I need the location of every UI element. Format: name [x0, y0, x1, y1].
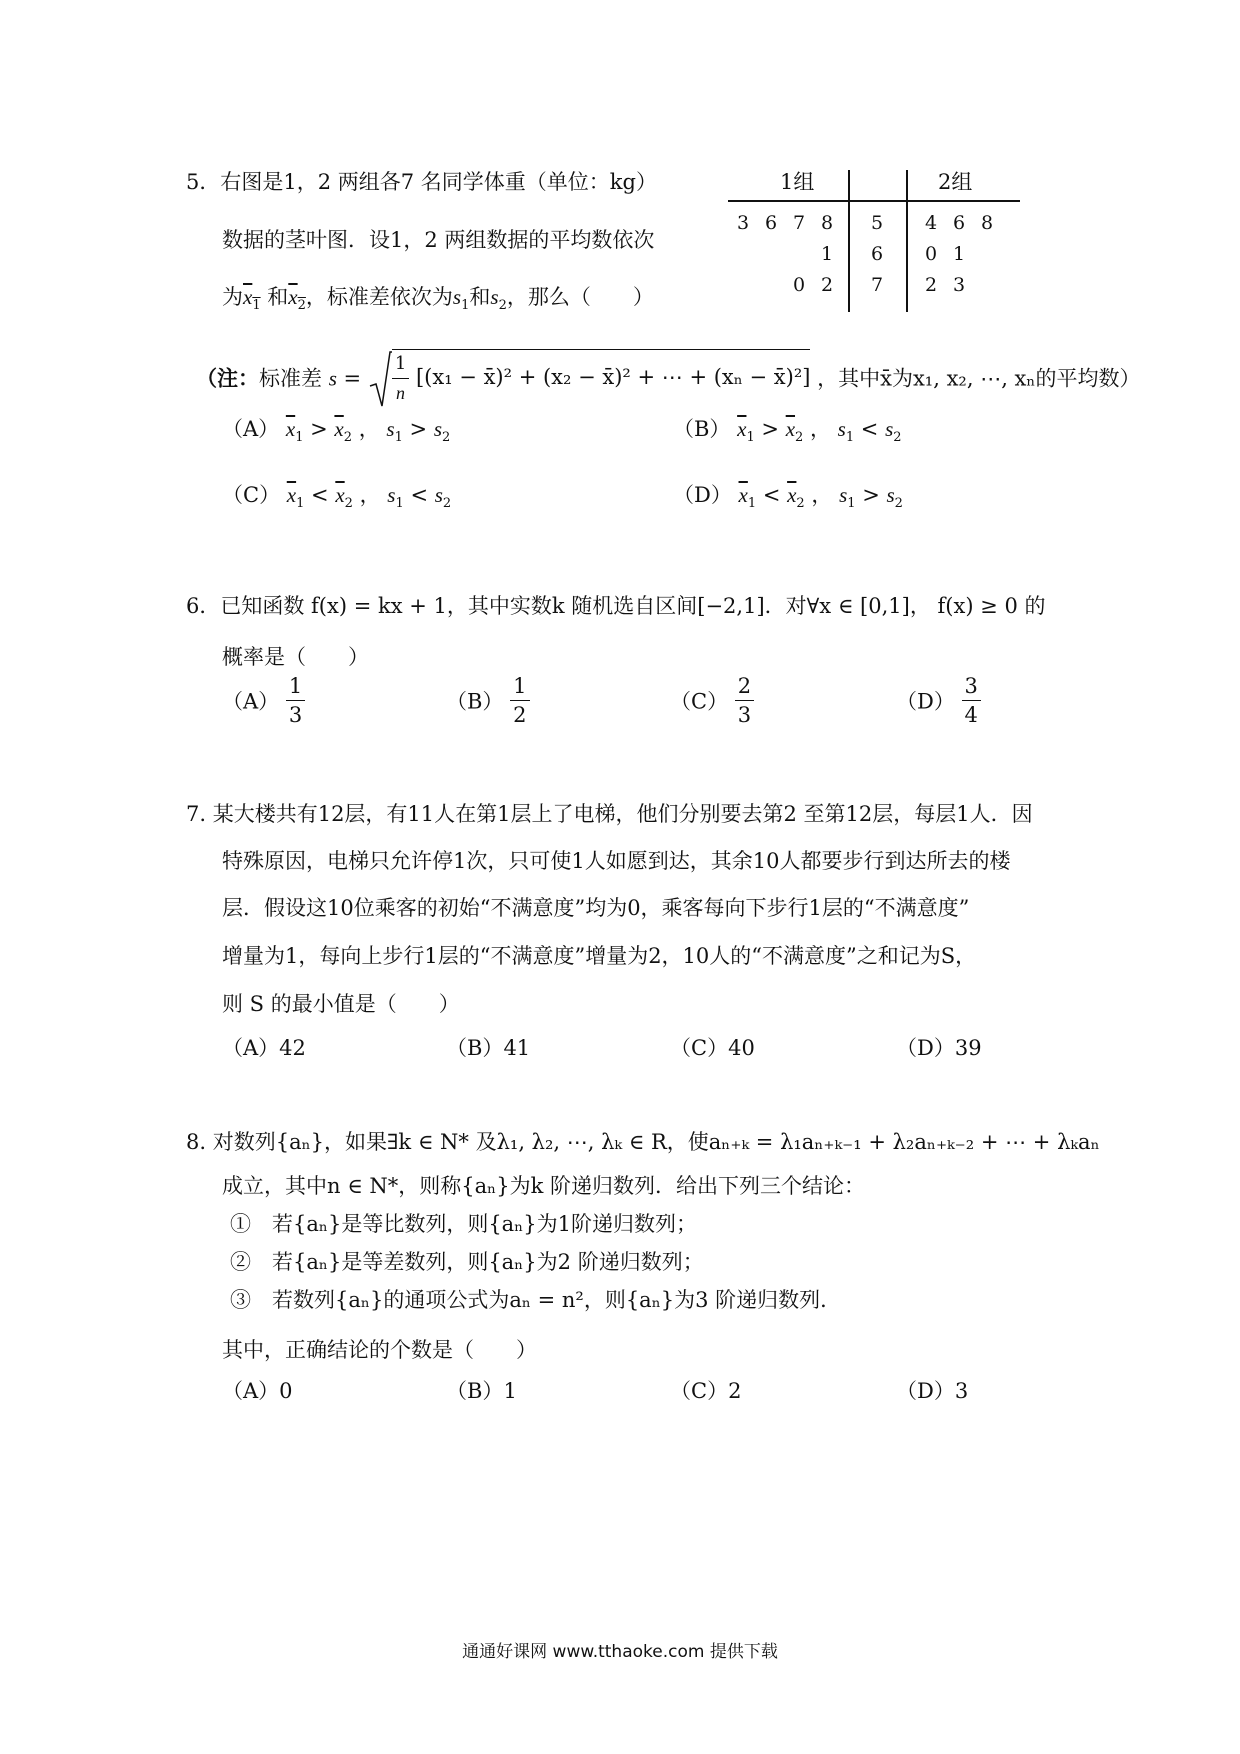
sqrt-icon	[368, 350, 392, 410]
q8-item3: ③ 若数列{aₙ}的通项公式为aₙ = n²，则{aₙ}为3 阶递归数列．	[230, 1288, 842, 1312]
stemleaf-leaf-right: 2	[924, 274, 938, 296]
stemleaf-leaf-right: 1	[952, 243, 966, 265]
q8-line2: 成立，其中n ∈ N*，则称{aₙ}为k 阶递归数列．给出下列三个结论：	[222, 1174, 866, 1198]
stemleaf-divider-horizontal	[728, 200, 1020, 202]
q5-option-a[interactable]: （A） $\overline{x}_1 > \overline{x}_2$ ， $s_1 > s_2$	[222, 417, 451, 446]
stemleaf-leaf-right: 4	[924, 212, 938, 234]
q8-option-b[interactable]: （B）1	[446, 1379, 517, 1403]
stemleaf-stem: 7	[870, 274, 884, 296]
q7-line1: 7. 某大楼共有12层，有11人在第1层上了电梯，他们分别要去第2 至第12层，每层1人．因	[186, 802, 1033, 826]
q5-line1: 5．右图是1，2 两组各7 名同学体重（单位：kg）	[186, 170, 657, 194]
q5-line2: 数据的茎叶图．设1，2 两组数据的平均数依次	[222, 228, 655, 252]
q8-item2: ② 若{aₙ}是等差数列，则{aₙ}为2 阶递归数列；	[230, 1250, 704, 1274]
stemleaf-header-right: 2组	[938, 170, 973, 194]
q8-line1: 8. 对数列{aₙ}，如果∃k ∈ N* 及λ₁, λ₂, ⋯, λₖ ∈ R，使aₙ₊ₖ = λ₁aₙ₊ₖ₋₁ + λ₂aₙ₊ₖ₋₂ + ⋯ + λₖaₙ	[186, 1130, 1100, 1154]
stemleaf-leaf-left: 7	[792, 212, 806, 234]
stemleaf-leaf-left: 2	[820, 274, 834, 296]
q7-line2: 特殊原因，电梯只允许停1次，只可使1人如愿到达，其余10人都要步行到达所去的楼	[222, 849, 1011, 873]
stemleaf-leaf-left: 6	[764, 212, 778, 234]
stemleaf-leaf-right: 0	[924, 243, 938, 265]
q5-option-d[interactable]: （D） $\overline{x}_1 < \overline{x}_2$ ， $s_1 > s_2$	[673, 483, 903, 512]
page-footer: 通通好课网 www.tthaoke.com 提供下载	[462, 1642, 778, 1662]
q5-option-c[interactable]: （C） $\overline{x}_1 < \overline{x}_2$ ， $s_1 < s_2$	[222, 483, 452, 512]
q6-line2: 概率是（ ）	[222, 645, 369, 669]
q7-option-c[interactable]: （C）40	[670, 1036, 755, 1060]
stemleaf-leaf-left: 8	[820, 212, 834, 234]
q8-option-c[interactable]: （C）2	[670, 1379, 742, 1403]
q6-option-b[interactable]: （B） $\frac{1}{2}$	[446, 672, 530, 729]
stemleaf-leaf-right: 8	[980, 212, 994, 234]
stem-leaf-plot	[728, 160, 1028, 310]
q8-option-a[interactable]: （A）0	[222, 1379, 293, 1403]
stemleaf-leaf-left: 0	[792, 274, 806, 296]
stemleaf-header-left: 1组	[780, 170, 815, 194]
q7-option-b[interactable]: （B）41	[446, 1036, 531, 1060]
q7-line5: 则 S 的最小值是（ ）	[222, 992, 460, 1016]
stemleaf-stem: 5	[870, 212, 884, 234]
stemleaf-stem: 6	[870, 243, 884, 265]
q7-line3: 层．假设这10位乘客的初始“不满意度”均为0，乘客每向下步行1层的“不满意度”	[222, 896, 970, 920]
q6-option-d[interactable]: （D） $\frac{3}{4}$	[896, 672, 981, 729]
q7-option-d[interactable]: （D）39	[896, 1036, 982, 1060]
q8-line6: 其中，正确结论的个数是（ ）	[222, 1338, 537, 1362]
stemleaf-leaf-right: 6	[952, 212, 966, 234]
q8-option-d[interactable]: （D）3	[896, 1379, 969, 1403]
q6-option-a[interactable]: （A） $\frac{1}{3}$	[222, 672, 305, 729]
q7-option-a[interactable]: （A）42	[222, 1036, 306, 1060]
q8-item1: ① 若{aₙ}是等比数列，则{aₙ}为1阶递归数列；	[230, 1212, 698, 1236]
stemleaf-divider-left	[848, 170, 850, 312]
q5-line3: 为$\overline{x}_1$ 和$\overline{x}_2$，标准差依次为$s_1$和$s_2$，那么（ ）	[222, 285, 654, 314]
stemleaf-leaf-left: 1	[820, 243, 834, 265]
q6-option-c[interactable]: （C） $\frac{2}{3}$	[670, 672, 754, 729]
q7-line4: 增量为1，每向上步行1层的“不满意度”增量为2，10人的“不满意度”之和记为S，	[222, 944, 977, 968]
stemleaf-leaf-right: 3	[952, 274, 966, 296]
stemleaf-leaf-left: 3	[736, 212, 750, 234]
q6-line1: 6．已知函数 f(x) = kx + 1，其中实数k 随机选自区间[−2,1]．对∀x ∈ [0,1]， f(x) ≥ 0 的	[186, 594, 1046, 618]
q5-option-b[interactable]: （B） $\overline{x}_1 > \overline{x}_2$ ， $s_1 < s_2$	[673, 417, 902, 446]
q5-note: （注：标准差 s = $\frac{1}{n}$ [(x₁ − x̄)² + (x₂ − x̄)² + ⋯ + (xₙ − x̄)²] ，其中x̄为x₁, x₂, ⋯, xₙ的平均数）	[196, 350, 1140, 410]
stemleaf-divider-right	[906, 170, 908, 312]
